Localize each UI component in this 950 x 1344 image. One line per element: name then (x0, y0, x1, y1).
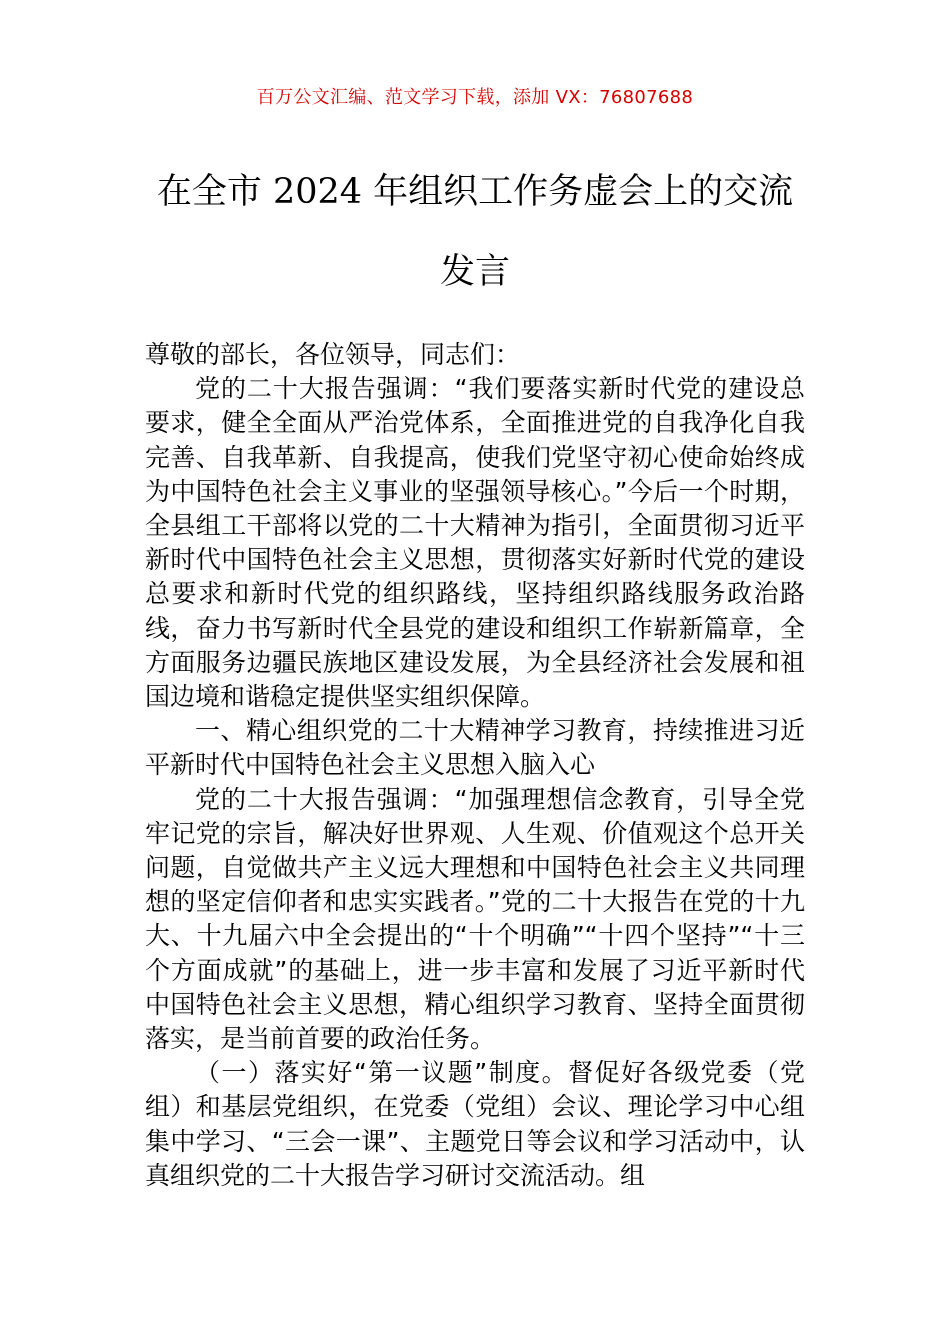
document-title: 在全市 2024 年组织工作务虚会上的交流发言 (156, 172, 794, 292)
document-body (145, 338, 805, 1193)
body-paragraph: 党的二十大报告强调：“我们要落实新时代党的建设总要求，健全全面从严治党体系，全面推进党的自我净化自我完善、自我革新、自我提高，使我们党坚守初心使命始终成为中国特色社会主义事业的坚强领导核心。”今后一个时期，全县组工干部将以党的二十大精神为指引，全面贯彻习近平新时代中国特色社会主义思想，贯彻落实好新时代党的建设总要求和新时代党的组织路线，坚持组织路线服务政治路线，奋力书写新时代全县党的建设和组织工作崭新篇章，全方面服务边疆民族地区建设发展，为全县经济社会发展和祖国边境和谐稳定提供坚实组织保障。 (145, 374, 805, 712)
header-note: 百万公文汇编、范文学习下载，添加 VX：76807688 (256, 87, 694, 108)
section-heading: 一、精心组织党的二十大精神学习教育，持续推进习近平新时代中国特色社会主义思想入脑入心 (145, 716, 805, 780)
salutation: 尊敬的部长，各位领导，同志们： (145, 340, 521, 369)
body-paragraph: （一）落实好“第一议题”制度。督促好各级党委（党组）和基层党组织，在党委（党组）会议、理论学习中心组集中学习、“三会一课”、主题党日等会议和学习活动中，认真组织党的二十大报告学习研讨交流活动。组 (145, 1058, 805, 1190)
body-paragraph: 党的二十大报告强调：“加强理想信念教育，引导全党牢记党的宗旨，解决好世界观、人生观、价值观这个总开关问题，自觉做共产主义远大理想和中国特色社会主义共同理想的坚定信仰者和忠实实践者。”党的二十大报告在党的十九大、十九届六中全会提出的“十个明确”“十四个坚持”“十三个方面成就”的基础上，进一步丰富和发展了习近平新时代中国特色社会主义思想，精心组织学习教育、坚持全面贯彻落实，是当前首要的政治任务。 (145, 784, 805, 1054)
